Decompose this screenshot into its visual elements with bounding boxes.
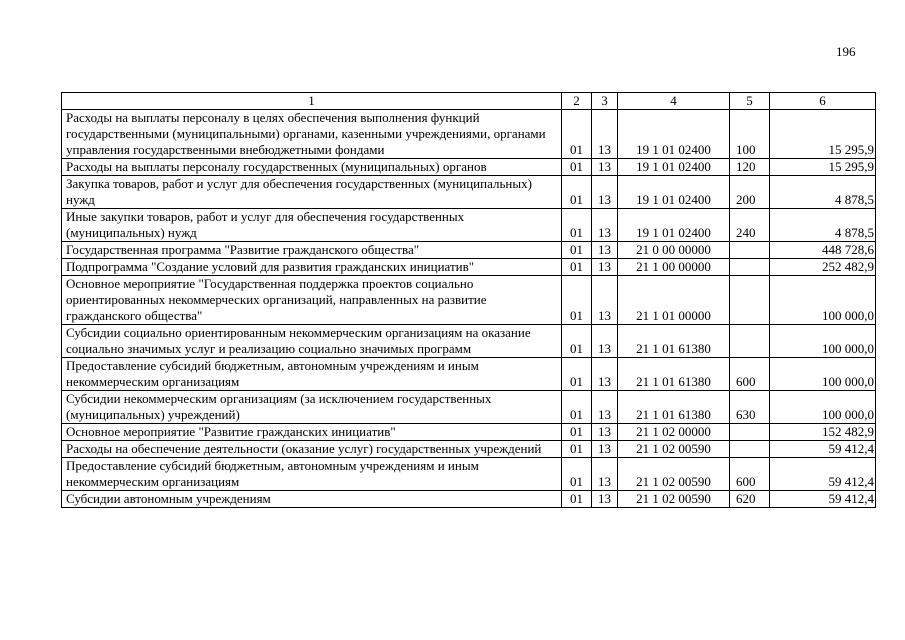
row-section: 01 <box>562 242 592 259</box>
row-expense-type: 200 <box>730 176 770 209</box>
row-amount: 4 878,5 <box>770 176 876 209</box>
row-subsection: 13 <box>592 424 618 441</box>
table-row <box>62 424 876 441</box>
row-amount: 100 000,0 <box>770 276 876 325</box>
row-target-article: 19 1 01 02400 <box>618 176 730 209</box>
table-row <box>62 276 876 325</box>
row-target-article: 21 1 00 00000 <box>618 259 730 276</box>
row-subsection: 13 <box>592 159 618 176</box>
header-cell-1: 1 <box>62 93 562 110</box>
row-name: Субсидии социально ориентированным некоммерческим организациям на оказание социально значимых услуг и реализацию социально значимых программ <box>62 325 562 358</box>
table-row <box>62 391 876 424</box>
row-name: Расходы на обеспечение деятельности (оказание услуг) государственных учреждений <box>62 441 562 458</box>
row-expense-type: 600 <box>730 458 770 491</box>
row-subsection: 13 <box>592 276 618 325</box>
row-subsection: 13 <box>592 358 618 391</box>
row-subsection: 13 <box>592 176 618 209</box>
header-cell-3: 3 <box>592 93 618 110</box>
row-section: 01 <box>562 276 592 325</box>
row-amount: 59 412,4 <box>770 441 876 458</box>
row-subsection: 13 <box>592 458 618 491</box>
row-section: 01 <box>562 391 592 424</box>
row-expense-type: 620 <box>730 491 770 508</box>
page-number: 196 <box>836 44 856 59</box>
table-row <box>62 242 876 259</box>
row-name: Предоставление субсидий бюджетным, автономным учреждениям и иным некоммерческим организациям <box>62 458 562 491</box>
row-amount: 59 412,4 <box>770 458 876 491</box>
table-row <box>62 441 876 458</box>
row-name: Государственная программа "Развитие гражданского общества" <box>62 242 562 259</box>
header-cell-2: 2 <box>562 93 592 110</box>
row-subsection: 13 <box>592 491 618 508</box>
row-amount: 152 482,9 <box>770 424 876 441</box>
row-name: Подпрограмма "Создание условий для развития гражданских инициатив" <box>62 259 562 276</box>
header-cell-5: 5 <box>730 93 770 110</box>
table-row <box>62 176 876 209</box>
row-name: Основное мероприятие "Государственная поддержка проектов социально ориентированных некоммерческих организаций, направленных на развитие гражданского общества" <box>62 276 562 325</box>
row-target-article: 21 1 02 00000 <box>618 424 730 441</box>
row-subsection: 13 <box>592 259 618 276</box>
table-row <box>62 259 876 276</box>
row-target-article: 21 0 00 00000 <box>618 242 730 259</box>
row-target-article: 21 1 01 61380 <box>618 391 730 424</box>
table-row <box>62 491 876 508</box>
row-name: Расходы на выплаты персоналу государственных (муниципальных) органов <box>62 159 562 176</box>
row-section: 01 <box>562 458 592 491</box>
table-row <box>62 358 876 391</box>
row-name: Иные закупки товаров, работ и услуг для обеспечения государственных (муниципальных) нужд <box>62 209 562 242</box>
table-row <box>62 209 876 242</box>
row-expense-type <box>730 276 770 325</box>
row-expense-type: 100 <box>730 110 770 159</box>
row-amount: 100 000,0 <box>770 391 876 424</box>
row-name: Закупка товаров, работ и услуг для обеспечения государственных (муниципальных) нужд <box>62 176 562 209</box>
row-amount: 448 728,6 <box>770 242 876 259</box>
row-subsection: 13 <box>592 209 618 242</box>
row-target-article: 19 1 01 02400 <box>618 209 730 242</box>
row-subsection: 13 <box>592 110 618 159</box>
table-row <box>62 110 876 159</box>
table-row <box>62 325 876 358</box>
header-cell-4: 4 <box>618 93 730 110</box>
row-name: Предоставление субсидий бюджетным, автономным учреждениям и иным некоммерческим организациям <box>62 358 562 391</box>
row-expense-type <box>730 259 770 276</box>
row-expense-type <box>730 325 770 358</box>
row-expense-type: 120 <box>730 159 770 176</box>
row-section: 01 <box>562 110 592 159</box>
row-target-article: 21 1 01 61380 <box>618 358 730 391</box>
row-expense-type <box>730 424 770 441</box>
row-section: 01 <box>562 491 592 508</box>
table-row <box>62 458 876 491</box>
budget-table <box>61 92 876 508</box>
row-target-article: 19 1 01 02400 <box>618 110 730 159</box>
row-amount: 15 295,9 <box>770 110 876 159</box>
row-section: 01 <box>562 424 592 441</box>
row-expense-type: 240 <box>730 209 770 242</box>
row-name: Основное мероприятие "Развитие гражданских инициатив" <box>62 424 562 441</box>
row-amount: 15 295,9 <box>770 159 876 176</box>
row-amount: 100 000,0 <box>770 358 876 391</box>
row-section: 01 <box>562 159 592 176</box>
row-section: 01 <box>562 358 592 391</box>
row-subsection: 13 <box>592 242 618 259</box>
table-row <box>62 159 876 176</box>
header-cell-6: 6 <box>770 93 876 110</box>
row-target-article: 21 1 02 00590 <box>618 441 730 458</box>
row-target-article: 21 1 01 00000 <box>618 276 730 325</box>
row-expense-type: 630 <box>730 391 770 424</box>
row-expense-type <box>730 242 770 259</box>
row-amount: 252 482,9 <box>770 259 876 276</box>
row-expense-type: 600 <box>730 358 770 391</box>
row-subsection: 13 <box>592 391 618 424</box>
row-section: 01 <box>562 176 592 209</box>
row-name: Расходы на выплаты персоналу в целях обеспечения выполнения функций государственными (муниципальными) органами, казенными учреждениями, органами управления государственными внебюджетными фондами <box>62 110 562 159</box>
table-header-row <box>62 93 876 110</box>
row-amount: 59 412,4 <box>770 491 876 508</box>
row-subsection: 13 <box>592 441 618 458</box>
row-amount: 4 878,5 <box>770 209 876 242</box>
row-name: Субсидии некоммерческим организациям (за исключением государственных (муниципальных) учреждений) <box>62 391 562 424</box>
row-expense-type <box>730 441 770 458</box>
row-section: 01 <box>562 441 592 458</box>
row-target-article: 21 1 01 61380 <box>618 325 730 358</box>
row-target-article: 21 1 02 00590 <box>618 491 730 508</box>
row-subsection: 13 <box>592 325 618 358</box>
row-section: 01 <box>562 209 592 242</box>
row-name: Субсидии автономным учреждениям <box>62 491 562 508</box>
row-target-article: 19 1 01 02400 <box>618 159 730 176</box>
row-section: 01 <box>562 325 592 358</box>
row-amount: 100 000,0 <box>770 325 876 358</box>
row-section: 01 <box>562 259 592 276</box>
row-target-article: 21 1 02 00590 <box>618 458 730 491</box>
